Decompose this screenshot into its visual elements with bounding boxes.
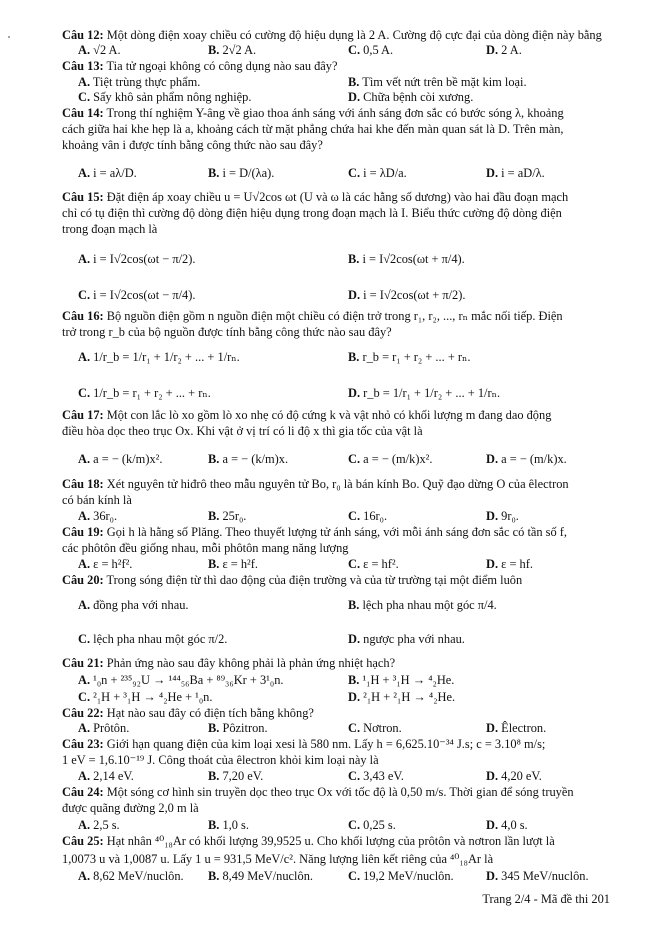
q22-option-d: D. Êlectron. (486, 721, 547, 735)
option-letter: C. (348, 452, 361, 466)
option-letter: D. (486, 166, 499, 180)
q12-option-a: A. √2 A. (78, 43, 121, 57)
option-letter: B. (348, 673, 360, 687)
question-number: Câu 25: (62, 834, 104, 848)
option-letter: C. (78, 288, 91, 302)
question-number: Câu 15: (62, 190, 104, 204)
question-number: Câu 24: (62, 785, 104, 799)
option-letter: A. (78, 721, 91, 735)
option-letter: C. (78, 632, 91, 646)
option-letter: C. (348, 509, 361, 523)
q25-option-b: B. 8,49 MeV/nuclôn. (208, 869, 313, 883)
question-number: Câu 20: (62, 573, 104, 587)
option-letter: B. (208, 869, 220, 883)
q23-stem-2: 1 eV = 1,6.10⁻¹⁹ J. Công thoát của êlectron khỏi kim loại này là (62, 753, 379, 767)
option-letter: A. (78, 452, 91, 466)
q19-stem-1: Câu 19: Gọi h là hằng số Plăng. Theo thuyết lượng tử ánh sáng, với mỗi ánh sáng đơn sắc có tần số f, (62, 525, 568, 539)
question-number: Câu 17: (62, 408, 104, 422)
option-letter: A. (78, 673, 91, 687)
q18-option-a: A. 36r₀. (78, 509, 118, 523)
q25-stem-2: 1,0073 u và 1,0087 u. Lấy 1 u = 931,5 MeV/c². Năng lượng liên kết riêng của ⁴⁰₁₈Ar là (62, 852, 494, 866)
q23-option-a: A. 2,14 eV. (78, 769, 134, 783)
q18-option-b: B. 25r₀. (208, 509, 247, 523)
question-number: Câu 14: (62, 106, 104, 120)
q14-option-d: D. i = aD/λ. (486, 166, 545, 180)
option-letter: C. (78, 690, 91, 704)
option-letter: C. (78, 386, 91, 400)
question-number: Câu 21: (62, 656, 104, 670)
q22-stem-1: Câu 22: Hạt nào sau đây có điện tích bằng không? (62, 706, 314, 720)
option-letter: D. (348, 288, 361, 302)
question-number: Câu 23: (62, 737, 104, 751)
q24-option-b: B. 1,0 s. (208, 818, 249, 832)
q16-option-d: D. r_b = 1/r₁ + 1/r₂ + ... + 1/rₙ. (348, 386, 501, 400)
option-letter: C. (348, 557, 361, 571)
q21-option-c: C. ²₁H + ³₁H → ⁴₂He + ¹₀n. (78, 690, 213, 704)
option-letter: B. (348, 350, 360, 364)
option-letter: A. (78, 869, 91, 883)
option-letter: B. (208, 557, 220, 571)
q24-stem-1: Câu 24: Một sóng cơ hình sin truyền dọc theo trục Ox với tốc độ là 0,50 m/s. Thời gian để sóng truyền (62, 785, 574, 799)
q17-option-a: A. a = − (k/m)x². (78, 452, 163, 466)
q24-stem-2: được quãng đường 2,0 m là (62, 801, 199, 815)
q15-option-d: D. i = I√2cos(ωt + π/2). (348, 288, 466, 302)
option-letter: B. (348, 75, 360, 89)
q24-option-d: D. 4,0 s. (486, 818, 528, 832)
option-letter: C. (348, 721, 361, 735)
q13-option-d: D. Chữa bệnh còi xương. (348, 90, 474, 104)
q21-option-b: B. ¹₁H + ³₁H → ⁴₂He. (348, 673, 455, 687)
option-letter: C. (78, 90, 91, 104)
q17-stem-1: Câu 17: Một con lắc lò xo gồm lò xo nhẹ có độ cứng k và vật nhỏ có khối lượng m đang dao động (62, 408, 552, 422)
q25-option-c: C. 19,2 MeV/nuclôn. (348, 869, 454, 883)
q14-option-a: A. i = aλ/D. (78, 166, 137, 180)
q23-option-c: C. 3,43 eV. (348, 769, 404, 783)
option-letter: D. (486, 509, 499, 523)
question-number: Câu 16: (62, 309, 104, 323)
q12-option-c: C. 0,5 A. (348, 43, 394, 57)
q13-stem-1: Câu 13: Tia tử ngoại không có công dụng nào sau đây? (62, 59, 338, 73)
scan-speck (8, 36, 10, 38)
q22-option-a: A. Prôtôn. (78, 721, 130, 735)
q18-stem-1: Câu 18: Xét nguyên tử hiđrô theo mẫu nguyên tử Bo, r₀ là bán kính Bo. Quỹ đạo dừng O của êlectron (62, 477, 569, 491)
q14-stem-3: khoảng vân i được tính bằng công thức nào sau đây? (62, 138, 323, 152)
q25-stem-1: Câu 25: Hạt nhân ⁴⁰₁₈Ar có khối lượng 39,9525 u. Cho khối lượng của prôtôn và nơtron lần lượt là (62, 834, 555, 848)
q14-option-b: B. i = D/(λa). (208, 166, 275, 180)
q15-option-a: A. i = I√2cos(ωt − π/2). (78, 252, 196, 266)
q22-option-b: B. Pôzitron. (208, 721, 268, 735)
q17-option-c: C. a = − (m/k)x². (348, 452, 433, 466)
question-number: Câu 19: (62, 525, 104, 539)
q17-stem-2: điều hòa dọc theo trục Ox. Khi vật ở vị trí có li độ x thì gia tốc của vật là (62, 424, 423, 438)
q16-option-a: A. 1/r_b = 1/r₁ + 1/r₂ + ... + 1/rₙ. (78, 350, 240, 364)
q15-stem-2: chỉ có tụ điện thì cường độ dòng điện hiệu dụng trong đoạn mạch là I. Biểu thức cường độ dòng điện (62, 206, 562, 220)
q24-option-c: C. 0,25 s. (348, 818, 396, 832)
q25-option-a: A. 8,62 MeV/nuclôn. (78, 869, 184, 883)
q17-option-b: B. a = − (k/m)x. (208, 452, 289, 466)
option-letter: D. (486, 557, 499, 571)
option-letter: A. (78, 769, 91, 783)
option-letter: B. (208, 769, 220, 783)
option-letter: A. (78, 818, 91, 832)
q23-option-b: B. 7,20 eV. (208, 769, 264, 783)
option-letter: A. (78, 598, 91, 612)
option-letter: B. (208, 452, 220, 466)
q14-option-c: C. i = λD/a. (348, 166, 407, 180)
q12-stem-1: Câu 12: Một dòng điện xoay chiều có cường độ hiệu dụng là 2 A. Cường độ cực đại của dòng điện này bằng (62, 28, 602, 42)
q16-stem-1: Câu 16: Bộ nguồn điện gồm n nguồn điện một chiều có điện trở trong r₁, r₂, ..., rₙ mắc nối tiếp. Điện (62, 309, 563, 323)
option-letter: A. (78, 75, 91, 89)
q16-option-c: C. 1/r_b = r₁ + r₂ + ... + rₙ. (78, 386, 211, 400)
q22-option-c: C. Nơtron. (348, 721, 402, 735)
option-letter: A. (78, 509, 91, 523)
q18-option-c: C. 16r₀. (348, 509, 388, 523)
option-letter: B. (208, 166, 220, 180)
q16-option-b: B. r_b = r₁ + r₂ + ... + rₙ. (348, 350, 471, 364)
question-number: Câu 12: (62, 28, 104, 42)
question-number: Câu 22: (62, 706, 104, 720)
q16-stem-2: trở trong r_b của bộ nguồn được tính bằng công thức nào sau đây? (62, 325, 392, 339)
q13-option-c: C. Sấy khô sản phẩm nông nghiệp. (78, 90, 252, 104)
q21-option-d: D. ²₁H + ²₁H → ⁴₂He. (348, 690, 456, 704)
option-letter: D. (486, 818, 499, 832)
question-number: Câu 13: (62, 59, 104, 73)
option-letter: D. (486, 869, 499, 883)
option-letter: A. (78, 43, 91, 57)
option-letter: B. (208, 509, 220, 523)
q20-stem-1: Câu 20: Trong sóng điện từ thì dao động của điện trường và của từ trường tại một điểm luôn (62, 573, 523, 587)
option-letter: C. (348, 43, 361, 57)
option-letter: C. (348, 769, 361, 783)
option-letter: D. (486, 43, 499, 57)
q15-stem-3: trong đoạn mạch là (62, 222, 158, 236)
q19-option-b: B. ε = h²f. (208, 557, 258, 571)
q21-option-a: A. ¹₀n + ²³⁵₉₂U → ¹⁴⁴₅₆Ba + ⁸⁹₃₆Kr + 3¹₀n. (78, 673, 284, 687)
option-letter: D. (348, 386, 361, 400)
q20-option-b: B. lệch pha nhau một góc π/4. (348, 598, 497, 612)
q12-option-b: B. 2√2 A. (208, 43, 257, 57)
option-letter: B. (208, 43, 220, 57)
option-letter: D. (348, 632, 361, 646)
q19-option-a: A. ε = h²f². (78, 557, 133, 571)
option-letter: A. (78, 166, 91, 180)
option-letter: A. (78, 252, 91, 266)
q13-option-b: B. Tìm vết nứt trên bề mặt kim loại. (348, 75, 527, 89)
option-letter: B. (208, 818, 220, 832)
option-letter: B. (208, 721, 220, 735)
q20-option-a: A. đồng pha với nhau. (78, 598, 189, 612)
option-letter: A. (78, 350, 91, 364)
option-letter: D. (486, 452, 499, 466)
q23-option-d: D. 4,20 eV. (486, 769, 542, 783)
option-letter: B. (348, 598, 360, 612)
option-letter: D. (348, 690, 361, 704)
q15-option-c: C. i = I√2cos(ωt − π/4). (78, 288, 196, 302)
q24-option-a: A. 2,5 s. (78, 818, 120, 832)
option-letter: A. (78, 557, 91, 571)
option-letter: D. (486, 769, 499, 783)
q17-option-d: D. a = − (m/k)x. (486, 452, 567, 466)
option-letter: C. (348, 166, 361, 180)
option-letter: C. (348, 818, 361, 832)
q15-stem-1: Câu 15: Đặt điện áp xoay chiều u = U√2cos ωt (U và ω là các hằng số dương) vào hai đầu đoạn mạch (62, 190, 569, 204)
q20-option-d: D. ngược pha với nhau. (348, 632, 465, 646)
option-letter: C. (348, 869, 361, 883)
q14-stem-2: cách giữa hai khe hẹp là a, khoảng cách từ mặt phẳng chứa hai khe đến màn quan sát là D. Trên màn, (62, 122, 564, 136)
q18-option-d: D. 9r₀. (486, 509, 519, 523)
q25-option-d: D. 345 MeV/nuclôn. (486, 869, 589, 883)
q12-option-d: D. 2 A. (486, 43, 522, 57)
q20-option-c: C. lệch pha nhau một góc π/2. (78, 632, 228, 646)
q13-option-a: A. Tiệt trùng thực phẩm. (78, 75, 201, 89)
page-footer: Trang 2/4 - Mã đề thi 201 (482, 892, 610, 906)
option-letter: D. (348, 90, 361, 104)
option-letter: B. (348, 252, 360, 266)
q19-stem-2: các phôtôn đều giống nhau, mỗi phôtôn mang năng lượng (62, 541, 349, 555)
q19-option-d: D. ε = hf. (486, 557, 533, 571)
question-number: Câu 18: (62, 477, 104, 491)
q23-stem-1: Câu 23: Giới hạn quang điện của kim loại xesi là 580 nm. Lấy h = 6,625.10⁻³⁴ J.s; c = 3.10⁸ m/s; (62, 737, 546, 751)
q18-stem-2: có bán kính là (62, 493, 132, 507)
q19-option-c: C. ε = hf². (348, 557, 399, 571)
q14-stem-1: Câu 14: Trong thí nghiệm Y-âng về giao thoa ánh sáng với ánh sáng đơn sắc có bước sóng λ, khoảng (62, 106, 564, 120)
q15-option-b: B. i = I√2cos(ωt + π/4). (348, 252, 465, 266)
q21-stem-1: Câu 21: Phản ứng nào sau đây không phải là phản ứng nhiệt hạch? (62, 656, 396, 670)
option-letter: D. (486, 721, 499, 735)
